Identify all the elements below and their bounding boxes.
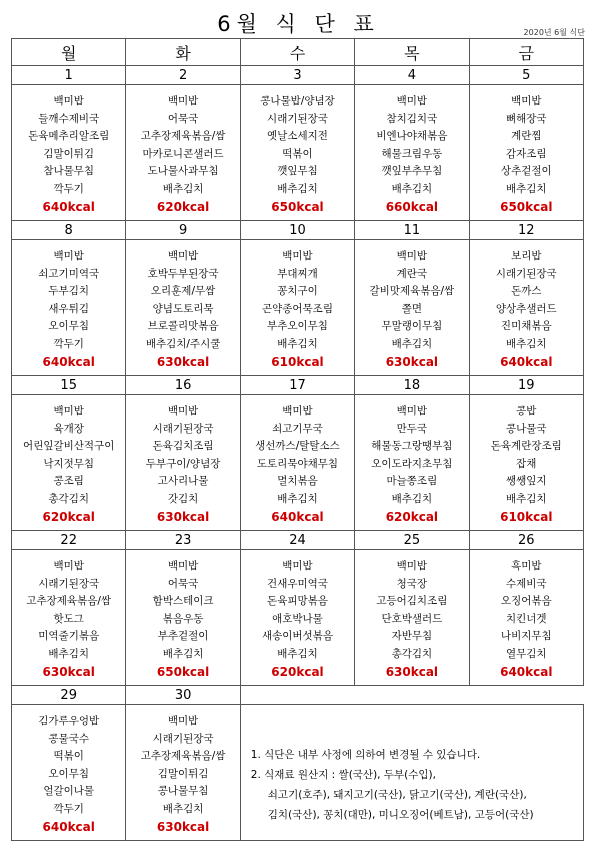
menu-item: 흑미밥 xyxy=(511,560,542,572)
menu-item-list xyxy=(241,395,354,526)
menu-item: 브로콜리맛볶음 xyxy=(147,320,219,333)
menu-item: 오이도라지초무침 xyxy=(371,457,453,470)
menu-item-list xyxy=(126,550,239,681)
menu-item: 미역줄기볶음 xyxy=(38,630,100,643)
menu-item: 꽁치구이 xyxy=(277,285,318,298)
menu-item: 배추김치 xyxy=(162,182,204,195)
menu-item: 콩밥 xyxy=(516,405,537,417)
menu-item-list xyxy=(12,550,125,681)
menu-table xyxy=(11,38,584,841)
menu-item-list xyxy=(126,705,239,836)
menu-cell xyxy=(355,550,469,686)
menu-item: 콩조림 xyxy=(53,475,84,488)
menu-item: 배추김치 xyxy=(505,182,547,195)
calorie-label: 640kcal xyxy=(42,354,95,369)
menu-cell xyxy=(12,705,126,841)
menu-item: 총각김치 xyxy=(48,492,89,505)
menu-item: 애호박나물 xyxy=(272,612,323,625)
menu-item: 김말이튀김 xyxy=(43,147,95,160)
menu-item: 쇠고기미역국 xyxy=(38,267,100,280)
menu-item: 시래기된장국 xyxy=(152,732,214,745)
menu-item: 계란국 xyxy=(396,267,428,280)
menu-item: 돈까스 xyxy=(511,285,542,298)
calorie-label: 620kcal xyxy=(271,664,324,679)
menu-item: 오징어볶음 xyxy=(500,595,552,608)
menu-item: 백미밥 xyxy=(167,95,199,107)
menu-item: 시래기된장국 xyxy=(152,422,214,435)
menu-item: 시래기된장국 xyxy=(38,577,100,590)
date-cell: 22 xyxy=(12,531,126,550)
date-cell: 30 xyxy=(126,686,240,705)
calorie-label: 640kcal xyxy=(42,819,95,834)
menu-item: 백미밥 xyxy=(53,250,84,262)
calorie-label: 630kcal xyxy=(156,819,210,834)
menu-item: 배추김치 xyxy=(391,337,433,350)
menu-item: 두부구이/양념장 xyxy=(145,457,221,470)
menu-item: 배추김치 xyxy=(505,337,547,350)
calorie-label: 650kcal xyxy=(156,664,210,679)
menu-item: 새우튀김 xyxy=(48,302,89,315)
menu-cell xyxy=(355,240,469,376)
date-cell: 29 xyxy=(12,686,126,705)
menu-item: 배추김치 xyxy=(391,182,433,195)
date-row xyxy=(12,221,584,240)
weekday-header: 목 xyxy=(355,39,469,66)
menu-item: 두부김치 xyxy=(48,285,89,298)
calorie-label: 650kcal xyxy=(271,199,324,214)
menu-item: 나비지무침 xyxy=(500,630,552,643)
date-row xyxy=(12,376,584,395)
menu-item: 청국장 xyxy=(396,577,428,590)
menu-item: 상추겉절이 xyxy=(500,165,552,178)
weekday-header-row xyxy=(12,39,584,66)
menu-item: 고사리나물 xyxy=(157,475,209,488)
menu-item: 백미밥 xyxy=(282,405,313,417)
date-cell: 26 xyxy=(469,531,583,550)
menu-item: 백미밥 xyxy=(167,250,199,262)
date-cell: 12 xyxy=(469,221,583,240)
menu-item: 배추김치 xyxy=(391,492,433,505)
date-cell: 24 xyxy=(240,531,354,550)
note-line: 2. 식재료 원산지 : 쌀(국산), 두부(수입), xyxy=(250,769,436,781)
menu-item: 배추김치 xyxy=(277,647,318,660)
menu-item: 자반무침 xyxy=(391,630,433,643)
menu-cell xyxy=(240,395,354,531)
menu-cell xyxy=(469,240,583,376)
menu-row xyxy=(12,705,584,841)
menu-item: 배추김치 xyxy=(162,647,204,660)
menu-item: 백미밥 xyxy=(167,715,199,727)
menu-item: 쌩쌩잎지 xyxy=(505,475,547,488)
menu-item: 돈육피망볶음 xyxy=(267,595,328,608)
menu-item-list xyxy=(470,240,583,371)
menu-item: 참치김치국 xyxy=(386,112,438,125)
menu-item: 배추김치 xyxy=(505,492,547,505)
date-cell: 8 xyxy=(12,221,126,240)
menu-item: 부추오이무침 xyxy=(267,320,328,333)
calorie-label: 620kcal xyxy=(42,509,95,524)
menu-item: 돈육김치조림 xyxy=(152,440,214,453)
weekday-header: 금 xyxy=(469,39,583,66)
weekday-header: 월 xyxy=(12,39,126,66)
page-title: 6월 식 단 표 xyxy=(217,12,380,36)
menu-item: 건새우미역국 xyxy=(267,577,328,590)
menu-item: 부추겉절이 xyxy=(157,630,209,643)
date-cell: 25 xyxy=(355,531,469,550)
menu-item-list xyxy=(12,395,125,526)
menu-item: 깍두기 xyxy=(53,182,84,195)
menu-item: 배추김치 xyxy=(277,182,318,195)
menu-item: 백미밥 xyxy=(282,250,313,262)
calorie-label: 630kcal xyxy=(156,509,210,524)
menu-item-list xyxy=(355,395,468,526)
menu-item: 양상추샐러드 xyxy=(495,302,557,315)
calorie-label: 610kcal xyxy=(500,509,553,524)
menu-item-list xyxy=(126,240,239,371)
menu-item: 고추장제육볶음/쌈 xyxy=(26,595,112,608)
menu-item: 핫도그 xyxy=(53,612,84,625)
menu-item-list xyxy=(12,85,125,216)
menu-item: 함박스테이크 xyxy=(152,595,214,608)
menu-item: 갓김치 xyxy=(167,492,199,505)
calorie-label: 640kcal xyxy=(42,199,95,214)
menu-item: 도나물사과무침 xyxy=(147,165,219,178)
menu-item: 육개장 xyxy=(53,422,84,435)
menu-item: 오이무침 xyxy=(48,320,89,333)
menu-item-list xyxy=(355,550,468,681)
menu-item: 백미밥 xyxy=(167,405,199,417)
calorie-label: 620kcal xyxy=(385,509,439,524)
date-cell: 15 xyxy=(12,376,126,395)
date-cell: 19 xyxy=(469,376,583,395)
menu-item: 배추김치 xyxy=(277,337,318,350)
menu-cell xyxy=(355,395,469,531)
menu-item: 뼈해장국 xyxy=(505,112,547,125)
date-cell: 10 xyxy=(240,221,354,240)
menu-cell xyxy=(126,705,240,841)
menu-item: 열무김치 xyxy=(505,647,547,660)
menu-cell xyxy=(240,85,354,221)
menu-item-list xyxy=(126,85,239,216)
date-row xyxy=(12,686,584,705)
menu-cell xyxy=(240,240,354,376)
menu-item: 부대찌개 xyxy=(277,267,318,280)
menu-cell xyxy=(12,240,126,376)
menu-cell xyxy=(12,550,126,686)
note-line: 1. 식단은 내부 사정에 의하여 변경될 수 있습니다. xyxy=(250,749,481,761)
menu-item: 백미밥 xyxy=(396,560,428,572)
menu-cell xyxy=(12,85,126,221)
menu-item: 백미밥 xyxy=(282,560,313,572)
menu-item: 멸치볶음 xyxy=(277,475,318,488)
menu-item-list xyxy=(355,240,468,371)
weekday-header: 수 xyxy=(240,39,354,66)
menu-cell xyxy=(126,240,240,376)
menu-item: 생선까스/탈탈소스 xyxy=(255,440,340,453)
menu-cell xyxy=(126,395,240,531)
menu-item: 콩물국수 xyxy=(48,732,89,745)
menu-item: 시래기된장국 xyxy=(495,267,557,280)
menu-item-list xyxy=(12,240,125,371)
menu-item: 참나물무침 xyxy=(43,165,95,178)
menu-item-list xyxy=(355,85,468,216)
menu-item: 비엔나야채볶음 xyxy=(376,130,448,143)
menu-item: 깍두기 xyxy=(53,802,84,815)
menu-item: 돈육계란장조림 xyxy=(490,440,562,453)
menu-item: 깻잎부추무침 xyxy=(381,165,443,178)
menu-cell xyxy=(355,85,469,221)
menu-item: 김가루우엉밥 xyxy=(38,715,100,727)
menu-item: 배추김치 xyxy=(162,802,204,815)
calorie-label: 640kcal xyxy=(500,354,553,369)
menu-row xyxy=(12,85,584,221)
date-cell: 3 xyxy=(240,66,354,85)
menu-cell xyxy=(12,395,126,531)
menu-item: 무말랭이무침 xyxy=(381,320,443,333)
weekday-header: 화 xyxy=(126,39,240,66)
menu-cell xyxy=(126,85,240,221)
menu-item: 고추장제육볶음/쌈 xyxy=(140,130,226,143)
menu-item: 깻잎무침 xyxy=(277,165,318,178)
date-cell: 23 xyxy=(126,531,240,550)
menu-item: 백미밥 xyxy=(53,95,84,107)
menu-cell xyxy=(469,395,583,531)
menu-item: 감자조림 xyxy=(505,147,547,160)
calorie-label: 630kcal xyxy=(42,664,95,679)
menu-item: 백미밥 xyxy=(511,95,542,107)
menu-item: 어묵국 xyxy=(167,577,199,590)
menu-item: 배추김치 xyxy=(48,647,89,660)
menu-item: 백미밥 xyxy=(396,405,428,417)
menu-item: 배추김치/주시쿨 xyxy=(145,337,221,350)
menu-item: 떡볶이 xyxy=(282,147,313,160)
menu-item: 오리훈제/무쌈 xyxy=(150,285,216,298)
menu-item: 깍두기 xyxy=(53,337,84,350)
menu-item: 고등어김치조림 xyxy=(376,595,448,608)
menu-cell xyxy=(240,550,354,686)
calorie-label: 630kcal xyxy=(156,354,210,369)
menu-item: 백미밥 xyxy=(53,560,84,572)
menu-item: 들깨수제비국 xyxy=(38,112,100,125)
date-row xyxy=(12,66,584,85)
calorie-label: 630kcal xyxy=(385,664,439,679)
menu-item: 마늘쫑조림 xyxy=(386,475,438,488)
date-cell: 5 xyxy=(469,66,583,85)
date-row xyxy=(12,531,584,550)
date-cell: 18 xyxy=(355,376,469,395)
menu-item: 치킨너겟 xyxy=(505,612,547,625)
menu-item: 수제비국 xyxy=(505,577,547,590)
menu-item-list xyxy=(470,550,583,681)
menu-item-list xyxy=(241,550,354,681)
menu-item-list xyxy=(12,705,125,836)
menu-item-list xyxy=(470,85,583,216)
date-cell: 9 xyxy=(126,221,240,240)
date-cell: 11 xyxy=(355,221,469,240)
menu-item-list xyxy=(241,85,354,216)
menu-item: 곤약종어묵조림 xyxy=(261,302,333,315)
calorie-label: 650kcal xyxy=(500,199,553,214)
note-line: 김치(국산), 꽁치(대만), 미니오징어(베트남), 고등어(국산) xyxy=(267,809,534,821)
menu-cell xyxy=(126,550,240,686)
menu-item: 얼갈이나물 xyxy=(43,785,95,798)
menu-item: 호박두부된장국 xyxy=(147,267,219,280)
menu-item: 콩나물국 xyxy=(505,422,547,435)
menu-item: 오이무침 xyxy=(48,767,89,780)
menu-item: 단호박샐러드 xyxy=(381,612,443,625)
menu-item: 옛날소세지전 xyxy=(267,130,328,143)
calorie-label: 640kcal xyxy=(271,509,324,524)
menu-item: 갈비맛제육볶음/쌈 xyxy=(369,285,455,298)
menu-item: 쫄면 xyxy=(401,302,423,315)
menu-item: 떡볶이 xyxy=(53,750,84,763)
date-cell: 16 xyxy=(126,376,240,395)
date-cell: 17 xyxy=(240,376,354,395)
calorie-label: 660kcal xyxy=(385,199,439,214)
menu-item: 돈육메추리알조림 xyxy=(28,130,110,143)
menu-item: 진미채볶음 xyxy=(500,320,552,333)
menu-item: 총각김치 xyxy=(391,647,433,660)
menu-row xyxy=(12,240,584,376)
calorie-label: 630kcal xyxy=(385,354,439,369)
menu-item-list xyxy=(470,395,583,526)
menu-item: 백미밥 xyxy=(167,560,199,572)
menu-item: 콩나물무침 xyxy=(157,785,209,798)
note-line: 쇠고기(호주), 돼지고기(국산), 닭고기(국산), 계란(국산), xyxy=(267,789,527,801)
menu-item: 고추장제육볶음/쌈 xyxy=(140,750,226,763)
menu-item: 쇠고기무국 xyxy=(272,422,323,435)
menu-item: 백미밥 xyxy=(396,95,428,107)
menu-item: 어묵국 xyxy=(167,112,199,125)
menu-item: 배추김치 xyxy=(277,492,318,505)
menu-item: 김말이튀김 xyxy=(157,767,209,780)
menu-item: 낙지젓무침 xyxy=(43,457,95,470)
menu-cell xyxy=(469,85,583,221)
menu-item: 새송이버섯볶음 xyxy=(261,630,333,643)
menu-item: 해물크림우동 xyxy=(381,147,443,160)
menu-item: 볶음우동 xyxy=(162,612,204,625)
empty-date-cell xyxy=(240,686,583,705)
calorie-label: 610kcal xyxy=(271,354,324,369)
menu-item: 계란찜 xyxy=(511,130,542,143)
menu-item: 콩나물밥/양념장 xyxy=(260,95,335,107)
menu-item: 시래기된장국 xyxy=(267,112,328,125)
menu-row xyxy=(12,550,584,686)
date-cell: 2 xyxy=(126,66,240,85)
menu-item-list xyxy=(241,240,354,371)
menu-item: 보리밥 xyxy=(511,250,542,262)
page-subtitle: 2020년 6월 식단 xyxy=(523,28,585,37)
menu-item: 도토리묵야채무침 xyxy=(256,457,339,470)
calorie-label: 620kcal xyxy=(156,199,210,214)
menu-item: 어린잎갈비산적구이 xyxy=(23,440,115,453)
menu-item: 해물동그랑땡부침 xyxy=(371,440,453,453)
date-cell: 1 xyxy=(12,66,126,85)
menu-item: 양념도토리묵 xyxy=(152,302,214,315)
calorie-label: 640kcal xyxy=(500,664,553,679)
menu-item-list xyxy=(126,395,239,526)
menu-item: 마카로니콘샐러드 xyxy=(142,147,224,160)
notes-cell xyxy=(240,705,583,841)
menu-item: 만두국 xyxy=(396,422,428,435)
menu-item: 백미밥 xyxy=(396,250,428,262)
menu-item: 잡채 xyxy=(516,457,537,470)
menu-cell xyxy=(469,550,583,686)
date-cell: 4 xyxy=(355,66,469,85)
menu-item: 백미밥 xyxy=(53,405,84,417)
menu-row xyxy=(12,395,584,531)
